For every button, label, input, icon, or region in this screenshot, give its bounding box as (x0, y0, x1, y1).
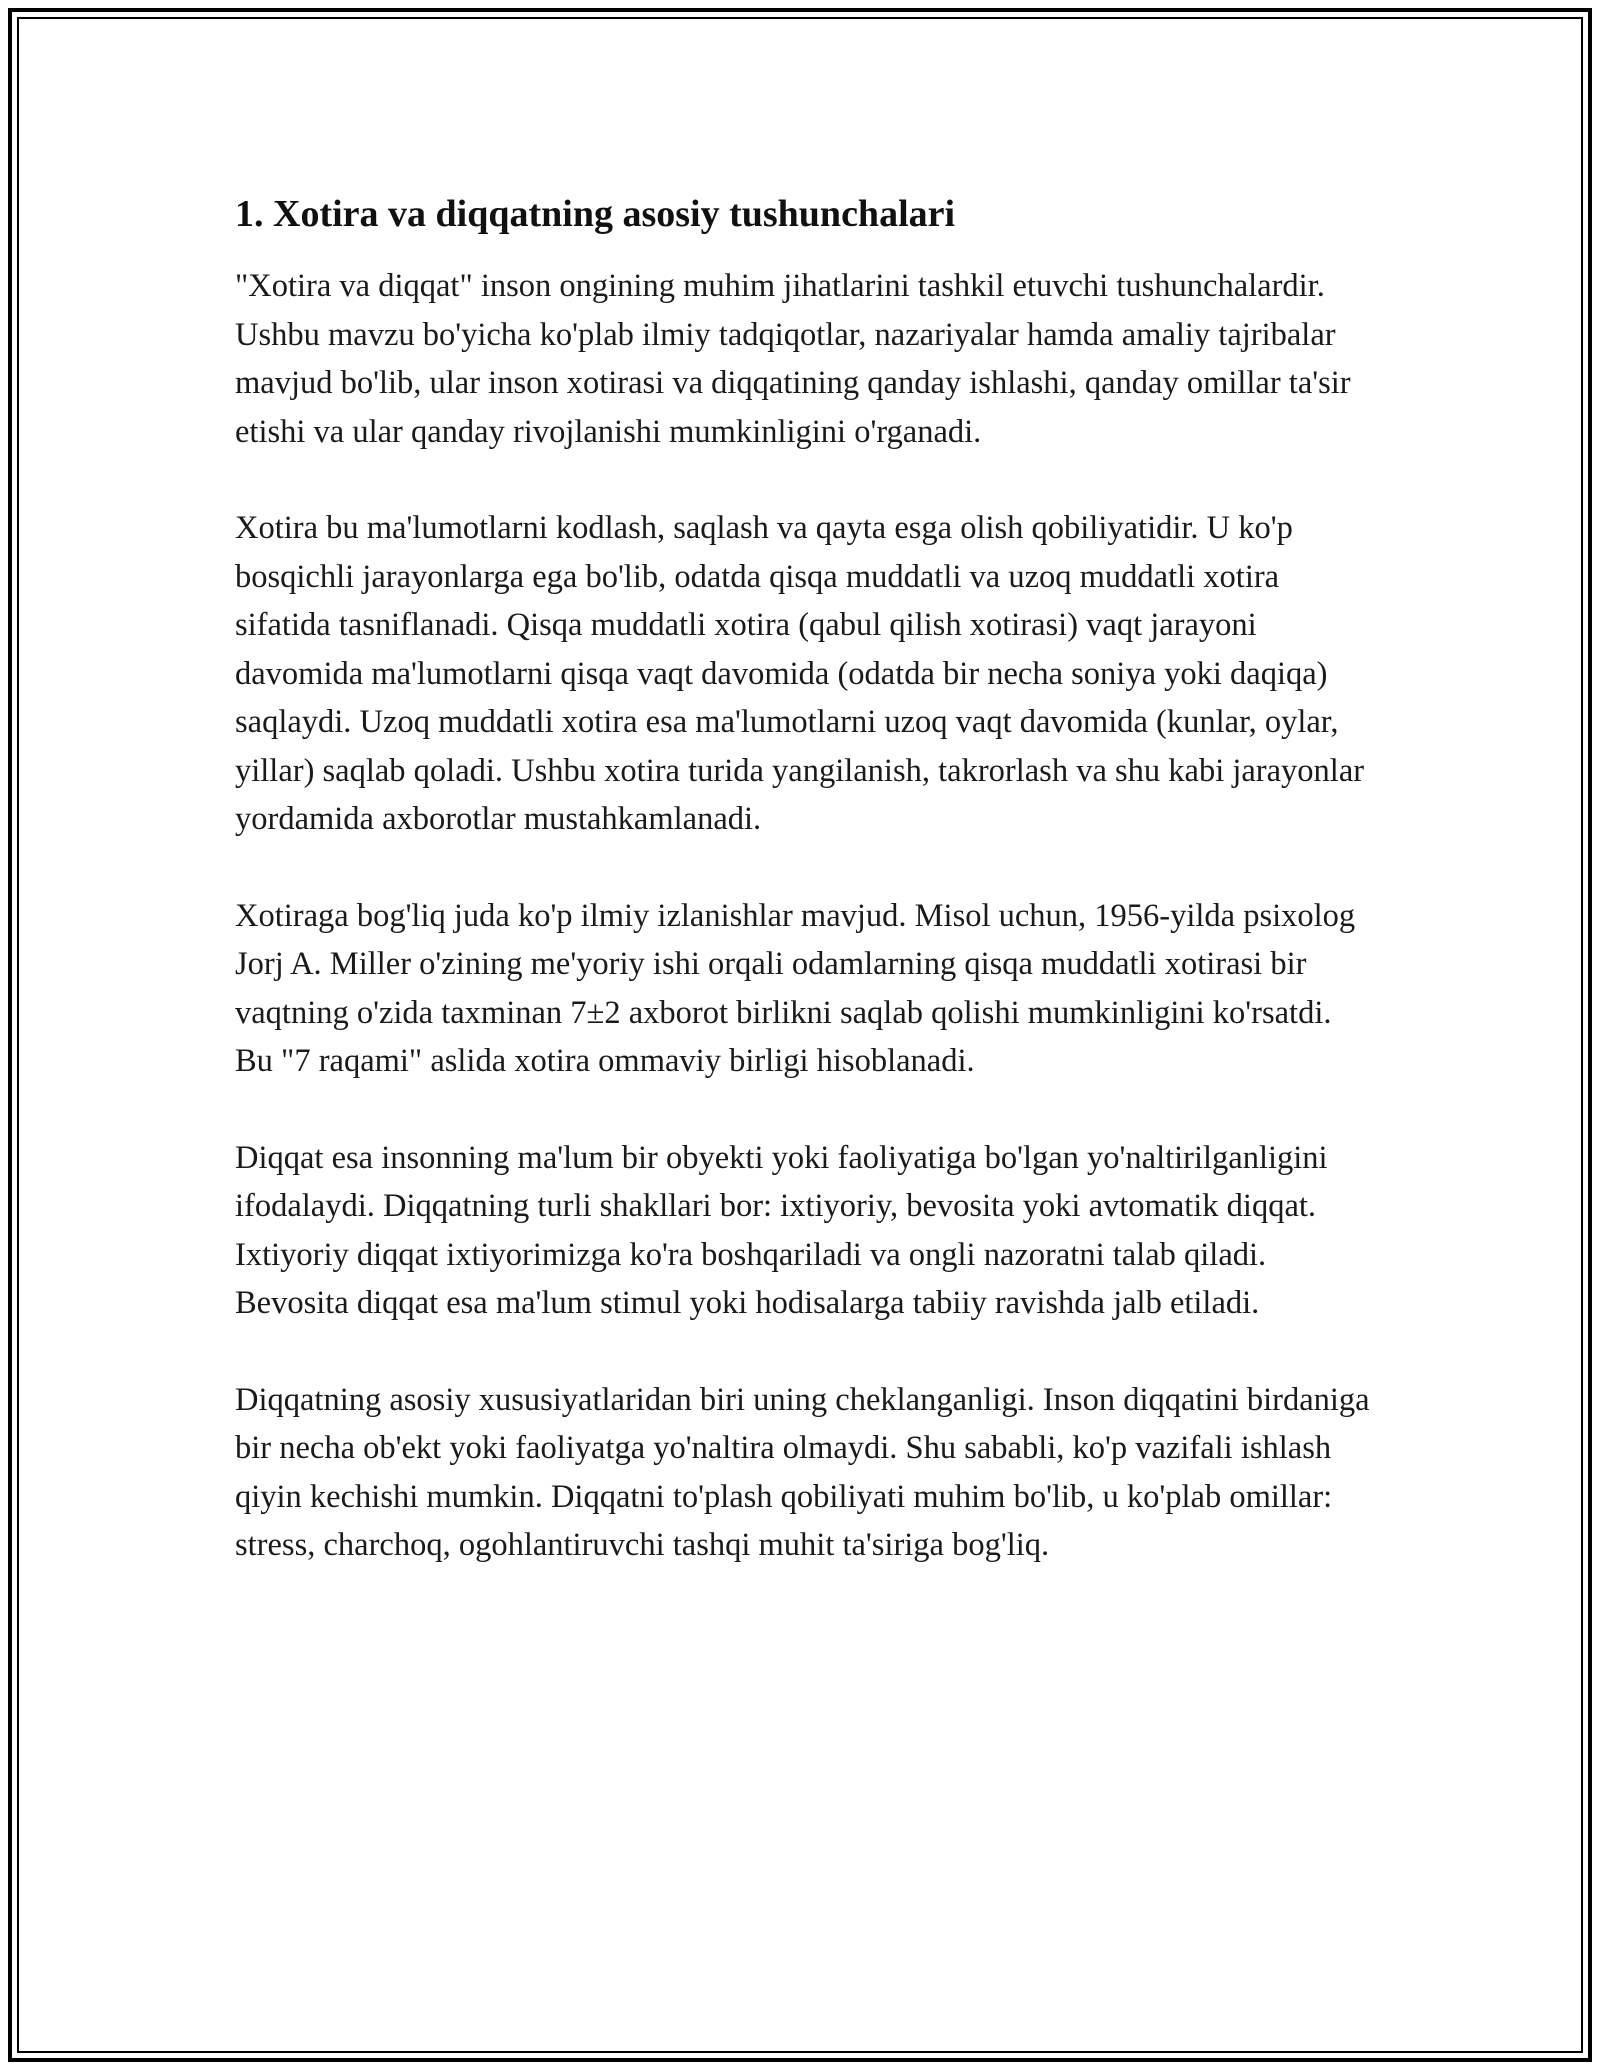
paragraph-attention-definition: Diqqat esa insonning ma'lum bir obyekti yoki faoliyatiga bo'lgan yo'naltirilganligini ifodalaydi. Diqqatning turli shakllari bor: ixtiyoriy, bevosita yoki avtomatik diqqat. Ixtiyoriy diqqat ixtiyorimizga ko'ra boshqariladi va ongli nazoratni talab qiladi. Bevosita diqqat esa ma'lum stimul yoki hodisalarga tabiiy ravishda jalb etiladi. (235, 1139, 1328, 1321)
document-body (235, 186, 1370, 1618)
paragraph-memory-research: Xotiraga bog'liq juda ko'p ilmiy izlanishlar mavjud. Misol uchun, 1956-yilda psixolog Jorj A. Miller o'zining me'yoriy ishi orqali odamlarning qisqa muddatli xotirasi bir vaqtning o'zida taxminan 7±2 axborot birlikni saqlab qolishi mumkinligini ko'rsatdi. Bu "7 raqami" aslida xotira ommaviy birligi hisoblanadi. (235, 897, 1356, 1079)
section-heading: 1. Xotira va diqqatning asosiy tushunchalari (235, 193, 956, 235)
paragraph-attention-limits: Diqqatning asosiy xususiyatlaridan biri uning cheklanganligi. Inson diqqatini birdaniga bir necha ob'ekt yoki faoliyatga yo'naltira olmaydi. Shu sababli, ko'p vazifali ishlash qiyin kechishi mumkin. Diqqatni to'plash qobiliyati muhim bo'lib, u ko'plab omillar: stress, charchoq, ogohlantiruvchi tashqi muhit ta'siriga bog'liq. (235, 1381, 1370, 1563)
paragraph-memory-definition: Xotira bu ma'lumotlarni kodlash, saqlash va qayta esga olish qobiliyatidir. U ko'p bosqichli jarayonlarga ega bo'lib, odatda qisqa muddatli va uzoq muddatli xotira sifatida tasniflanadi. Qisqa muddatli xotira (qabul qilish xotirasi) vaqt jarayoni davomida ma'lumotlarni qisqa vaqt davomida (odatda bir necha soniya yoki daqiqa) saqlaydi. Uzoq muddatli xotira esa ma'lumotlarni uzoq vaqt davomida (kunlar, oylar, yillar) saqlab qoladi. Ushbu xotira turida yangilanish, takrorlash va shu kabi jarayonlar yordamida axborotlar mustahkamlanadi. (235, 510, 1365, 837)
paragraph-intro: "Xotira va diqqat" inson ongining muhim jihatlarini tashkil etuvchi tushunchalardir. Ushbu mavzu bo'yicha ko'plab ilmiy tadqiqotlar, nazariyalar hamda amaliy tajribalar mavjud bo'lib, ular inson xotirasi va diqqatining qanday ishlashi, qanday omillar ta'sir etishi va ular qanday rivojlanishi mumkinligini o'rganadi. (235, 268, 1351, 450)
